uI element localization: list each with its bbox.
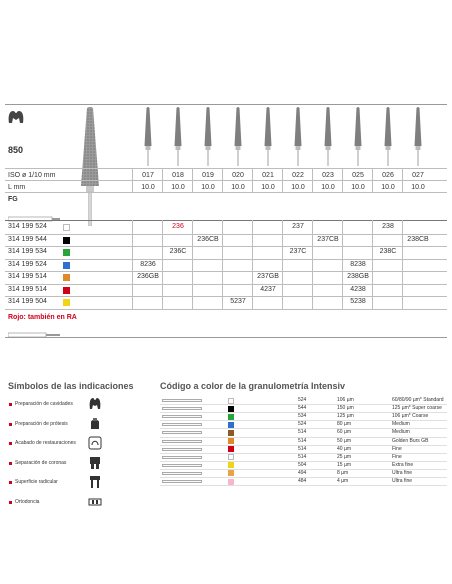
grit-size: 106 µm: [337, 397, 354, 403]
top-bottom-border: [5, 337, 447, 338]
grit-color-swatch: [63, 262, 70, 269]
product-cell: 236CB: [197, 235, 219, 243]
product-cell: 238C: [379, 248, 397, 255]
column-separator: [162, 220, 163, 310]
grit-description: Fine: [392, 453, 402, 460]
row-code: 314 199 544: [8, 235, 47, 243]
length-018: 10.0: [171, 184, 185, 191]
small-bur-1: [141, 106, 155, 171]
product-cell: 236: [172, 223, 184, 230]
mini-bur-icon: [162, 480, 202, 483]
size-021: 021: [262, 172, 274, 179]
product-cell: 4238: [350, 285, 366, 293]
grit-size: 150 µm: [337, 405, 354, 412]
product-cell: 238GB: [347, 273, 369, 280]
row-divider: [5, 296, 447, 297]
grit-color-swatch: [63, 224, 70, 231]
prosthesis-prep-icon: [88, 417, 102, 431]
length-022: 10.0: [291, 184, 305, 191]
small-bur-6: [291, 106, 305, 171]
red-note: Rojo: también en RA: [8, 314, 77, 321]
divider-table-top: [5, 220, 447, 221]
size-017: 017: [142, 172, 154, 179]
product-cell: 4237: [260, 285, 276, 293]
symbol-label: Separación de coronas: [15, 459, 67, 466]
grit-size: 60 µm: [337, 429, 351, 436]
row-code: 314 199 534: [8, 248, 47, 255]
large-bur-illustration: [78, 106, 102, 226]
column-separator: [312, 220, 313, 310]
product-cell: 238CB: [407, 235, 429, 243]
symbol-bullet: [9, 403, 12, 406]
divider-iso: [5, 168, 447, 169]
symbol-label: Superficie radicular: [15, 479, 58, 485]
row-divider: [5, 246, 447, 247]
symbol-bullet: [9, 481, 12, 484]
column-separator: [252, 220, 253, 310]
grit-size: 40 µm: [337, 445, 351, 452]
divider-fg: [5, 192, 447, 193]
grit-color-swatch: [63, 237, 70, 244]
small-bur-8: [351, 106, 365, 171]
small-bur-9: [381, 106, 395, 171]
size-018: 018: [172, 172, 184, 179]
grit-color-swatch: [228, 438, 234, 444]
grit-size: 25 µm: [337, 453, 351, 460]
mini-bur-icon: [162, 407, 202, 410]
column-separator: [132, 168, 133, 192]
symbol-label: Acabado de restauraciones: [15, 440, 76, 446]
column-separator: [192, 220, 193, 310]
mini-bur-icon: [162, 464, 202, 467]
size-027: 027: [412, 172, 424, 179]
length-023: 10.0: [321, 184, 335, 191]
grit-description: 125 µm* Super coarse: [392, 405, 442, 412]
grit-color-swatch: [228, 406, 234, 412]
row-code: 314 199 514: [8, 285, 47, 293]
grit-code: 514: [298, 445, 307, 452]
grit-color-swatch: [228, 422, 234, 428]
column-separator: [282, 168, 283, 192]
grit-description: Ultra fine: [392, 478, 413, 484]
tooth-icon: [7, 109, 25, 125]
length-017: 10.0: [141, 184, 155, 191]
size-025: 025: [352, 172, 364, 179]
product-cell: 237: [292, 223, 304, 230]
column-separator: [402, 220, 403, 310]
grit-size: 50 µm: [337, 437, 351, 444]
product-cell: 236C: [169, 248, 187, 255]
grit-code: 494: [298, 469, 307, 476]
grit-description: Ultra fine: [392, 469, 413, 476]
product-cell: 5237: [230, 298, 246, 305]
column-separator: [162, 168, 163, 192]
crown-separation-icon: [88, 456, 102, 470]
grit-code: 504: [298, 461, 307, 468]
grit-description: 106 µm* Coarse: [392, 413, 429, 420]
grit-title: Código a color de la granulometría Intensiv: [160, 381, 346, 391]
column-separator: [342, 168, 343, 192]
column-separator: [132, 220, 133, 310]
grit-code: 524: [298, 421, 307, 428]
grit-color-swatch: [228, 398, 234, 404]
symbols-title: Símbolos de las indicaciones: [8, 381, 134, 391]
column-separator: [222, 168, 223, 192]
symbol-bullet: [9, 442, 12, 445]
length-019: 10.0: [201, 184, 215, 191]
grit-color-swatch: [228, 470, 234, 476]
mini-bur-icon: [162, 415, 202, 418]
symbol-bullet: [9, 462, 12, 465]
grit-description: Golden Burs GB: [392, 437, 429, 444]
mini-bur-icon: [162, 423, 202, 426]
divider-l: [5, 180, 447, 181]
small-bur-10: [411, 106, 425, 171]
row-divider: [5, 309, 447, 310]
row-divider: [5, 259, 447, 260]
grit-code: 514: [298, 437, 307, 444]
size-023: 023: [322, 172, 334, 179]
row-code: 314 199 524: [8, 260, 47, 268]
size-019: 019: [202, 172, 214, 179]
mini-bur-icon: [162, 440, 202, 443]
length-025: 10.0: [351, 184, 365, 191]
model-number: 850: [8, 145, 24, 155]
column-separator: [402, 168, 403, 192]
grit-color-swatch: [63, 274, 70, 281]
symbol-label: Preparación de prótesis: [15, 420, 68, 427]
grit-size: 125 µm: [337, 413, 354, 420]
mini-bur-icon: [162, 456, 202, 459]
top-border: [5, 104, 447, 105]
product-cell: 236GB: [137, 273, 159, 280]
symbol-label: Preparación de cavidades: [15, 401, 73, 407]
row-divider: [5, 234, 447, 235]
grit-color-swatch: [63, 299, 70, 306]
symbol-label: Ortodoncia: [15, 498, 40, 505]
length-027: 10.0: [411, 184, 425, 191]
grit-size: 8 µm: [337, 469, 349, 476]
grit-code: 524: [298, 397, 307, 403]
grit-color-swatch: [228, 462, 234, 468]
product-cell: 237GB: [257, 273, 279, 280]
ra-shank-icon: [8, 325, 60, 331]
column-separator: [372, 220, 373, 310]
length-020: 10.0: [231, 184, 245, 191]
column-separator: [222, 220, 223, 310]
small-bur-5: [261, 106, 275, 171]
root-surface-icon: [88, 475, 102, 489]
row-divider: [5, 271, 447, 272]
row-code: 314 199 524: [8, 223, 47, 230]
grit-description: 60/80/90 µm* Standard: [392, 397, 444, 403]
grit-color-swatch: [63, 249, 70, 256]
grit-color-swatch: [228, 479, 234, 485]
iso-label: ISO ø 1/10 mm: [8, 172, 56, 179]
length-label: L mm: [8, 184, 26, 191]
grit-size: 4 µm: [337, 478, 349, 484]
grit-color-swatch: [63, 287, 70, 294]
product-cell: 237C: [289, 248, 307, 255]
grit-description: Fine: [392, 445, 402, 452]
small-bur-7: [321, 106, 335, 171]
size-020: 020: [232, 172, 244, 179]
product-cell: 8238: [350, 260, 366, 268]
orthodontics-icon: [88, 495, 102, 509]
grit-code: 534: [298, 413, 307, 420]
column-separator: [282, 220, 283, 310]
mini-bur-icon: [162, 399, 202, 402]
product-cell: 238: [382, 223, 394, 230]
grit-row-divider: [160, 485, 447, 486]
fg-label: FG: [8, 196, 18, 203]
product-cell: 237CB: [317, 235, 339, 243]
grit-description: Extra fine: [392, 461, 414, 468]
column-separator: [192, 168, 193, 192]
size-026: 026: [382, 172, 394, 179]
grit-color-swatch: [228, 430, 234, 436]
symbol-bullet: [9, 501, 12, 504]
product-cell: 8236: [140, 260, 156, 268]
grit-color-swatch: [228, 454, 234, 460]
product-cell: 5238: [350, 298, 366, 305]
small-bur-4: [231, 106, 245, 171]
size-022: 022: [292, 172, 304, 179]
mini-bur-icon: [162, 448, 202, 451]
column-separator: [342, 220, 343, 310]
mini-bur-icon: [162, 431, 202, 434]
symbol-bullet: [9, 423, 12, 426]
column-separator: [372, 168, 373, 192]
row-code: 314 199 504: [8, 298, 47, 305]
column-separator: [312, 168, 313, 192]
small-bur-3: [201, 106, 215, 171]
length-026: 10.0: [381, 184, 395, 191]
grit-size: 15 µm: [337, 461, 351, 468]
small-bur-2: [171, 106, 185, 171]
grit-size: 80 µm: [337, 421, 351, 428]
fg-shank-icon: [8, 209, 60, 215]
column-separator: [252, 168, 253, 192]
grit-color-swatch: [228, 446, 234, 452]
grit-description: Medium: [392, 421, 410, 428]
mini-bur-icon: [162, 472, 202, 475]
row-code: 314 199 514: [8, 273, 47, 280]
row-divider: [5, 284, 447, 285]
grit-code: 514: [298, 453, 307, 460]
grit-code: 514: [298, 429, 307, 436]
grit-code: 544: [298, 405, 307, 412]
grit-code: 484: [298, 478, 307, 484]
restoration-finish-icon: [88, 436, 102, 450]
grit-description: Medium: [392, 429, 410, 436]
grit-color-swatch: [228, 414, 234, 420]
length-021: 10.0: [261, 184, 275, 191]
cavity-prep-icon: [88, 397, 102, 411]
